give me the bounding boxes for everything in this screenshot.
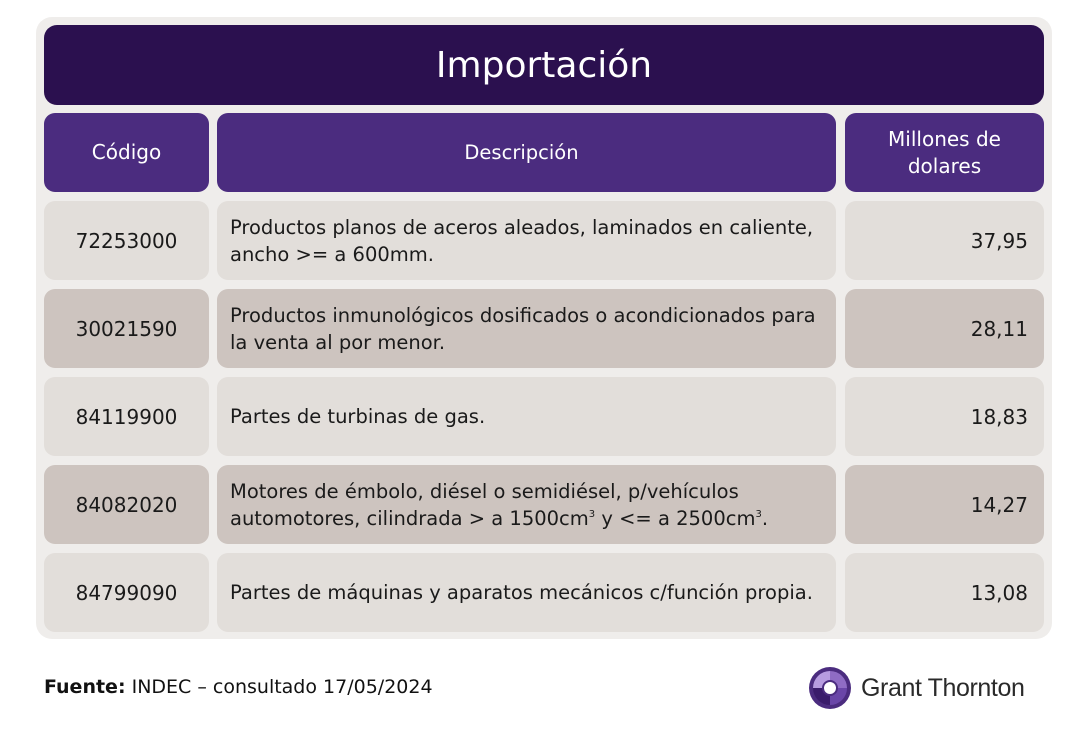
table-row-2-value: 28,11 <box>845 289 1044 368</box>
header-value-line1: Millones de <box>888 126 1001 151</box>
table-row-1-value: 37,95 <box>845 201 1044 280</box>
header-value <box>845 113 1044 192</box>
logo-text: Grant Thornton <box>861 673 1025 702</box>
table-row-4-code: 84082020 <box>44 465 209 544</box>
source-label: Fuente: <box>44 676 126 698</box>
grant-thornton-logo-icon <box>808 666 852 710</box>
header-code: Código <box>44 113 209 192</box>
table-row-4-value: 14,27 <box>845 465 1044 544</box>
header-description: Descripción <box>217 113 836 192</box>
header-value-line2: dolares <box>907 153 982 178</box>
table-row-2-description: Productos inmunológicos dosificados o acondicionados para la venta al por menor. <box>217 289 836 368</box>
table-row-5-description: Partes de máquinas y aparatos mecánicos c/función propia. <box>217 553 836 632</box>
table-row-3-code: 84119900 <box>44 377 209 456</box>
table-row-5-value: 13,08 <box>845 553 1044 632</box>
table-row-1-code: 72253000 <box>44 201 209 280</box>
table-row-1-description: Productos planos de aceros aleados, laminados en caliente, ancho >= a 600mm. <box>217 201 836 280</box>
table-row-2-code: 30021590 <box>44 289 209 368</box>
source-note <box>44 676 433 698</box>
table-title: Importación <box>44 25 1044 105</box>
table-row-3-value: 18,83 <box>845 377 1044 456</box>
grant-thornton-logo <box>808 666 1024 710</box>
table-row-4-description: Motores de émbolo, diésel o semidiésel, p/vehículos automotores, cilindrada > a $1500cm^3$ y <= a $2500cm^3$. <box>217 465 836 544</box>
table-row-3-description: Partes de turbinas de gas. <box>217 377 836 456</box>
table-row-5-code: 84799090 <box>44 553 209 632</box>
source-text: INDEC – consultado 17/05/2024 <box>125 676 433 698</box>
